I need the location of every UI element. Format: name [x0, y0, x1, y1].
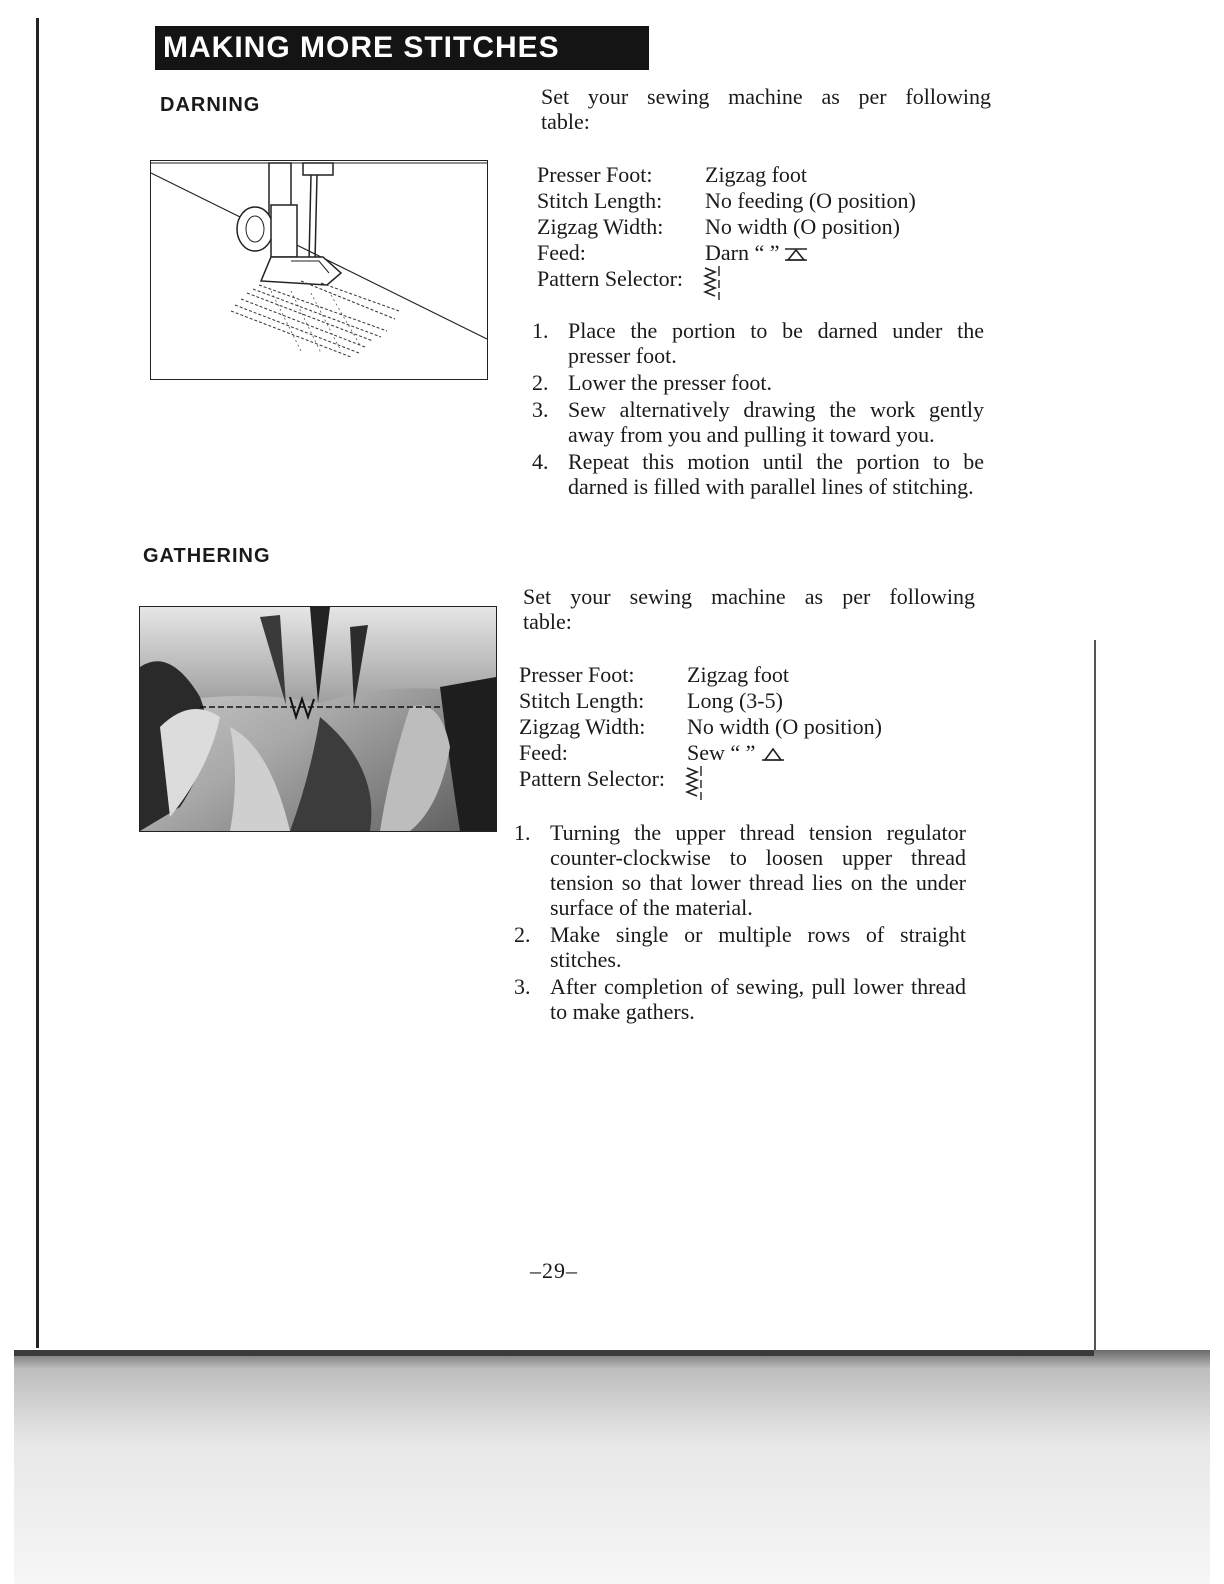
- setting-value: Sew “ ”: [687, 740, 756, 765]
- presser-foot-darning-drawing: [151, 161, 487, 379]
- intro-word: machine: [711, 584, 786, 609]
- step-number: 3.: [532, 397, 549, 422]
- intro-word: Set: [523, 584, 552, 609]
- step-text: Repeat this motion until the portion to be darned is filled with parallel lines of stitching.: [568, 449, 984, 499]
- list-item: [514, 820, 966, 920]
- step-number: 4.: [532, 449, 549, 474]
- list-item: [532, 397, 984, 447]
- setting-value: Long (3-5): [687, 688, 783, 713]
- setting-label: Zigzag Width:: [519, 714, 646, 739]
- gathering-intro-line1: [523, 584, 975, 609]
- intro-word: your: [570, 584, 611, 609]
- darning-heading: DARNING: [160, 94, 261, 116]
- list-item: [514, 922, 966, 972]
- intro-word: per: [842, 584, 871, 609]
- intro-word: sewing: [647, 84, 710, 109]
- gathering-settings-table: [519, 662, 959, 792]
- list-item: [532, 370, 984, 395]
- setting-row: [537, 188, 977, 214]
- straight-stitch-pattern-icon: [703, 264, 721, 302]
- page-number: –29–: [530, 1258, 578, 1283]
- sew-feed-symbol-icon: [761, 746, 785, 762]
- setting-row: [519, 766, 959, 792]
- setting-value: Darn “ ”: [705, 240, 780, 265]
- setting-value: No width (O position): [687, 714, 882, 739]
- step-text: Lower the presser foot.: [568, 370, 773, 395]
- step-text: After completion of sewing, pull lower thread to make gathers.: [550, 974, 966, 1024]
- gathering-intro: [523, 584, 975, 634]
- setting-row: [537, 162, 977, 188]
- scan-shadow-strip: [14, 1350, 1210, 1584]
- setting-row: [519, 688, 959, 714]
- list-item: [532, 318, 984, 368]
- setting-label: Pattern Selector:: [519, 766, 666, 791]
- setting-row: [537, 214, 977, 240]
- step-text: Place the portion to be darned under the presser foot.: [568, 318, 984, 368]
- step-number: 2.: [532, 370, 549, 395]
- intro-word: following: [905, 84, 991, 109]
- step-text: Make single or multiple rows of straight stitches.: [550, 922, 966, 972]
- setting-row: [519, 662, 959, 688]
- intro-word: your: [587, 84, 629, 109]
- page-right-edge: [1094, 640, 1096, 1380]
- darn-feed-symbol-icon: [784, 246, 808, 262]
- darning-intro: [541, 84, 991, 134]
- step-number: 1.: [532, 318, 549, 343]
- intro-word: following: [889, 584, 975, 609]
- page-binding-edge: [36, 18, 39, 1348]
- gathering-heading: GATHERING: [143, 545, 271, 567]
- setting-label: Presser Foot:: [519, 662, 635, 687]
- step-text: Sew alternatively drawing the work gently away from you and pulling it toward you.: [568, 397, 984, 447]
- intro-word: machine: [728, 84, 803, 109]
- setting-label: Presser Foot:: [537, 162, 653, 187]
- page-title: MAKING MORE STITCHES: [155, 26, 649, 70]
- step-number: 3.: [514, 974, 531, 999]
- setting-value: Zigzag foot: [705, 162, 808, 187]
- list-item: [532, 449, 984, 499]
- darning-steps: [532, 318, 984, 501]
- setting-row: [519, 740, 959, 766]
- setting-label: Stitch Length:: [537, 188, 663, 213]
- step-text: Turning the upper thread tension regulator counter-clockwise to loosen upper thread tension so that lower thread lies on the under surface of the material.: [550, 820, 966, 920]
- darning-intro-line2: table:: [541, 109, 590, 134]
- setting-label: Feed:: [537, 240, 586, 265]
- gathering-photo: [139, 606, 497, 832]
- setting-value: Zigzag foot: [687, 662, 790, 687]
- darning-settings-table: [537, 162, 977, 292]
- setting-label: Stitch Length:: [519, 688, 645, 713]
- setting-label: Pattern Selector:: [537, 266, 684, 291]
- intro-word: sewing: [629, 584, 692, 609]
- gathering-intro-line2: table:: [523, 609, 572, 634]
- darning-intro-line1: [541, 84, 991, 109]
- setting-value: No feeding (O position): [705, 188, 916, 213]
- intro-word: Set: [541, 84, 570, 109]
- darning-illustration: [150, 160, 488, 380]
- gathered-fabric-photo: [140, 607, 496, 831]
- intro-word: per: [858, 84, 887, 109]
- setting-row: [519, 714, 959, 740]
- setting-label: Zigzag Width:: [537, 214, 664, 239]
- straight-stitch-pattern-icon: [685, 764, 703, 802]
- step-number: 2.: [514, 922, 531, 947]
- list-item: [514, 974, 966, 1024]
- intro-word: as: [821, 84, 840, 109]
- gathering-steps: [514, 820, 966, 1026]
- scan-shadow-dark-edge: [14, 1350, 1094, 1356]
- setting-label: Feed:: [519, 740, 568, 765]
- setting-row: [537, 240, 977, 266]
- intro-word: as: [804, 584, 824, 609]
- step-number: 1.: [514, 820, 531, 845]
- setting-row: [537, 266, 977, 292]
- setting-value: No width (O position): [705, 214, 900, 239]
